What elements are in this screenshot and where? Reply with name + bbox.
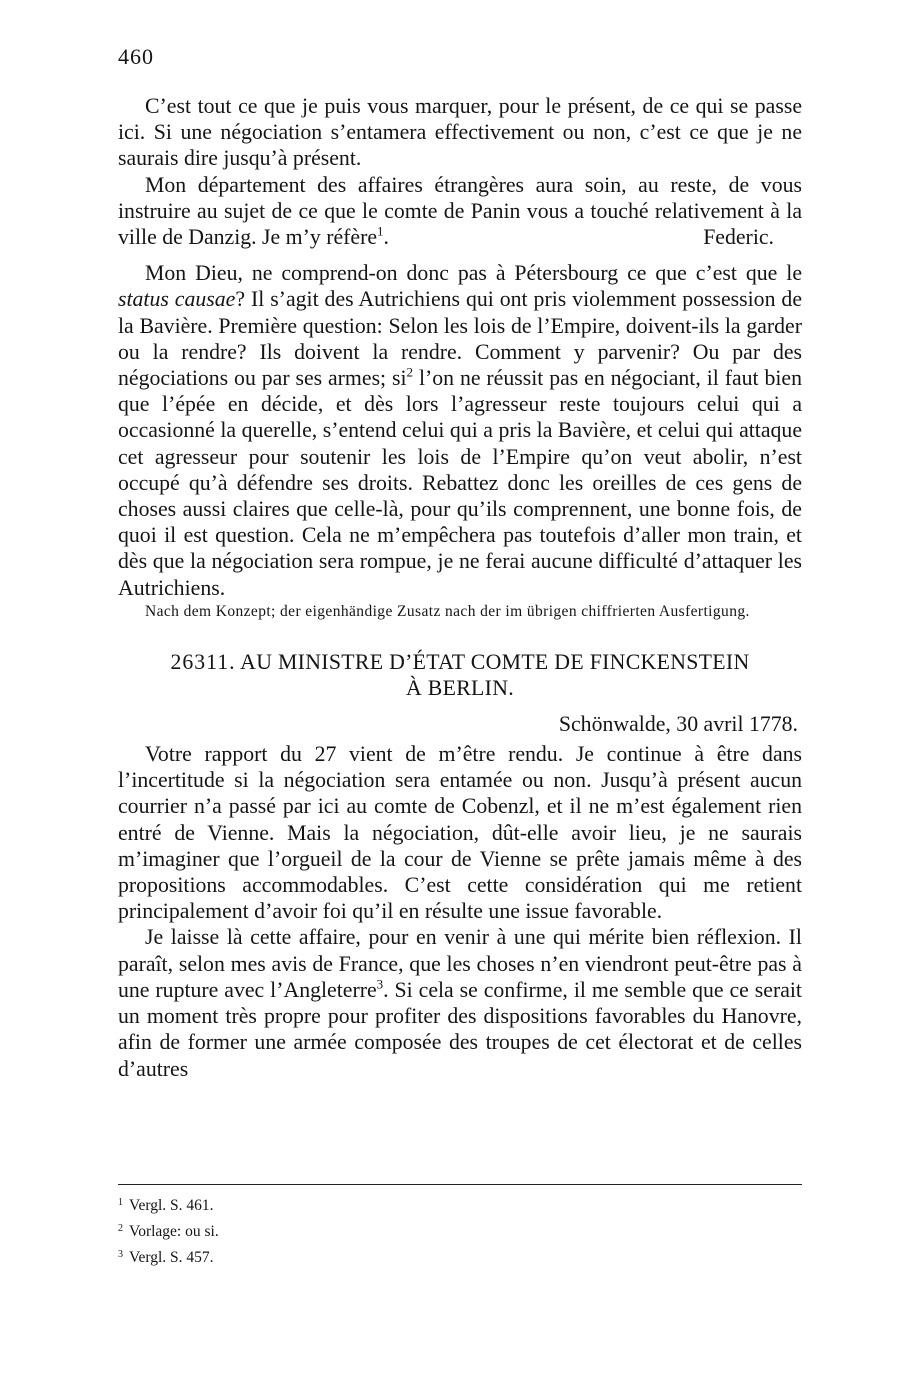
- footnote-1: [118, 1191, 518, 1217]
- footnote-mark: 1: [118, 1197, 123, 1208]
- postscript-part-3: l’on ne réussit pas en négociant, il faut bien que l’épée en décide, et dès lors l’agresseur reste toujours celui qui a occasionné la querelle, s’entend celui qui a pris la Bavière, et celui qui attaque cet agresseur pour soutenir les lois de l’Empire qu’on veut abolir, n’est occupé qu’à défendre ses droits. Rebattez donc les oreilles de ces gens de choses aussi claires que celle-là, pour qu’ils comprennent, une bonne fois, de quoi il est question. Cela ne m’empêchera pas toutefois d’aller mon train, et dès que la négociation sera rompue, je ne ferai aucune difficulté d’attaquer les Autrichiens.: [118, 366, 803, 600]
- footnote-text: Vergl. S. 461.: [129, 1197, 214, 1214]
- letter-paragraph-2-a: Je laisse là cette affaire, pour en venir à une qui mérite bien réflexion. Il paraît, selon mes avis de France, que les choses n’en viendront peut-être pas à une rupture avec l’Angleterre: [118, 925, 802, 1002]
- footnote-2: [118, 1217, 518, 1243]
- footnote-text: Vorlage: ou si.: [129, 1223, 219, 1240]
- main-text: [118, 93, 802, 1082]
- footnote-ref-3[interactable]: 3: [376, 976, 384, 992]
- heading-line-2: À BERLIN.: [405, 675, 515, 700]
- signature: Federic.: [703, 225, 774, 250]
- postscript: [118, 260, 802, 601]
- footnote-3: [118, 1243, 518, 1269]
- page-number: 460: [118, 44, 154, 69]
- source-note: Nach dem Konzept; der eigenhändige Zusatz nach der im übrigen chiffrierten Ausfertigung.: [145, 602, 750, 620]
- paragraph-2-text: Mon département des affaires étrangères aura soin, au reste, de vous instruire au sujet de ce que le comte de Panin vous a touché relativement à la ville de Danzig. Je m’y réfère: [118, 172, 802, 250]
- footnotes: [118, 1191, 518, 1269]
- footnote-divider: [118, 1184, 802, 1185]
- footnote-mark: 3: [118, 1249, 123, 1260]
- footnote-text: Vergl. S. 457.: [129, 1249, 214, 1266]
- footnote-ref-2[interactable]: 2: [406, 364, 414, 380]
- dateline: Schönwalde, 30 avril 1778.: [558, 711, 798, 736]
- postscript-italic: status causae: [118, 287, 236, 312]
- footnote-ref-1[interactable]: 1: [377, 223, 384, 239]
- letter-paragraph-2-b: . Si cela se confirme, il me semble que ce serait un moment très propre pour profiter des dispositions favorables du Hanovre, afin de former une armée composée des troupes de cet électorat et de celles d’autres: [118, 977, 802, 1081]
- letter-number: 26311.: [170, 649, 236, 674]
- paragraph-2-end: .: [383, 225, 389, 250]
- letter-heading: [118, 649, 802, 701]
- paragraph-2: [118, 172, 802, 251]
- letter-paragraph-2: [118, 924, 802, 1081]
- postscript-part-1: Mon Dieu, ne comprend-on donc pas à Pétersbourg ce que c’est que le: [145, 261, 802, 286]
- paragraph-1: C’est tout ce que je puis vous marquer, pour le présent, de ce qui se passe ici. Si une négociation s’entamera effectivement ou non, c’est ce que je ne saurais dire jusqu’à présent.: [118, 94, 802, 171]
- postscript-part-2: ? Il s’agit des Autrichiens qui ont pris violemment possession de la Bavière. Première question: Selon les lois de l’Empire, doivent-ils la garder ou la rendre? Ils doivent la rendre. Comment y parvenir? Ou par des négociations ou par ses armes; si: [118, 287, 802, 391]
- letter-paragraph-1: Votre rapport du 27 vient de m’être rendu. Je continue à être dans l’incertitude si la négociation sera entamée ou non. Jusqu’à présent aucun courrier n’a passé par ici au comte de Cobenzl, et il ne m’est également rien entré de Vienne. Mais la négociation, dût-elle avoir lieu, je ne saurais m’imaginer que l’orgueil de la cour de Vienne se prête jamais même à des propositions accommodables. C’est cette considération qui me retient principalement d’avoir foi qu’il en résulte une issue favorable.: [118, 742, 802, 924]
- footnote-mark: 2: [118, 1223, 123, 1234]
- heading-line-1: AU MINISTRE D’ÉTAT COMTE DE FINCKENSTEIN: [240, 649, 750, 674]
